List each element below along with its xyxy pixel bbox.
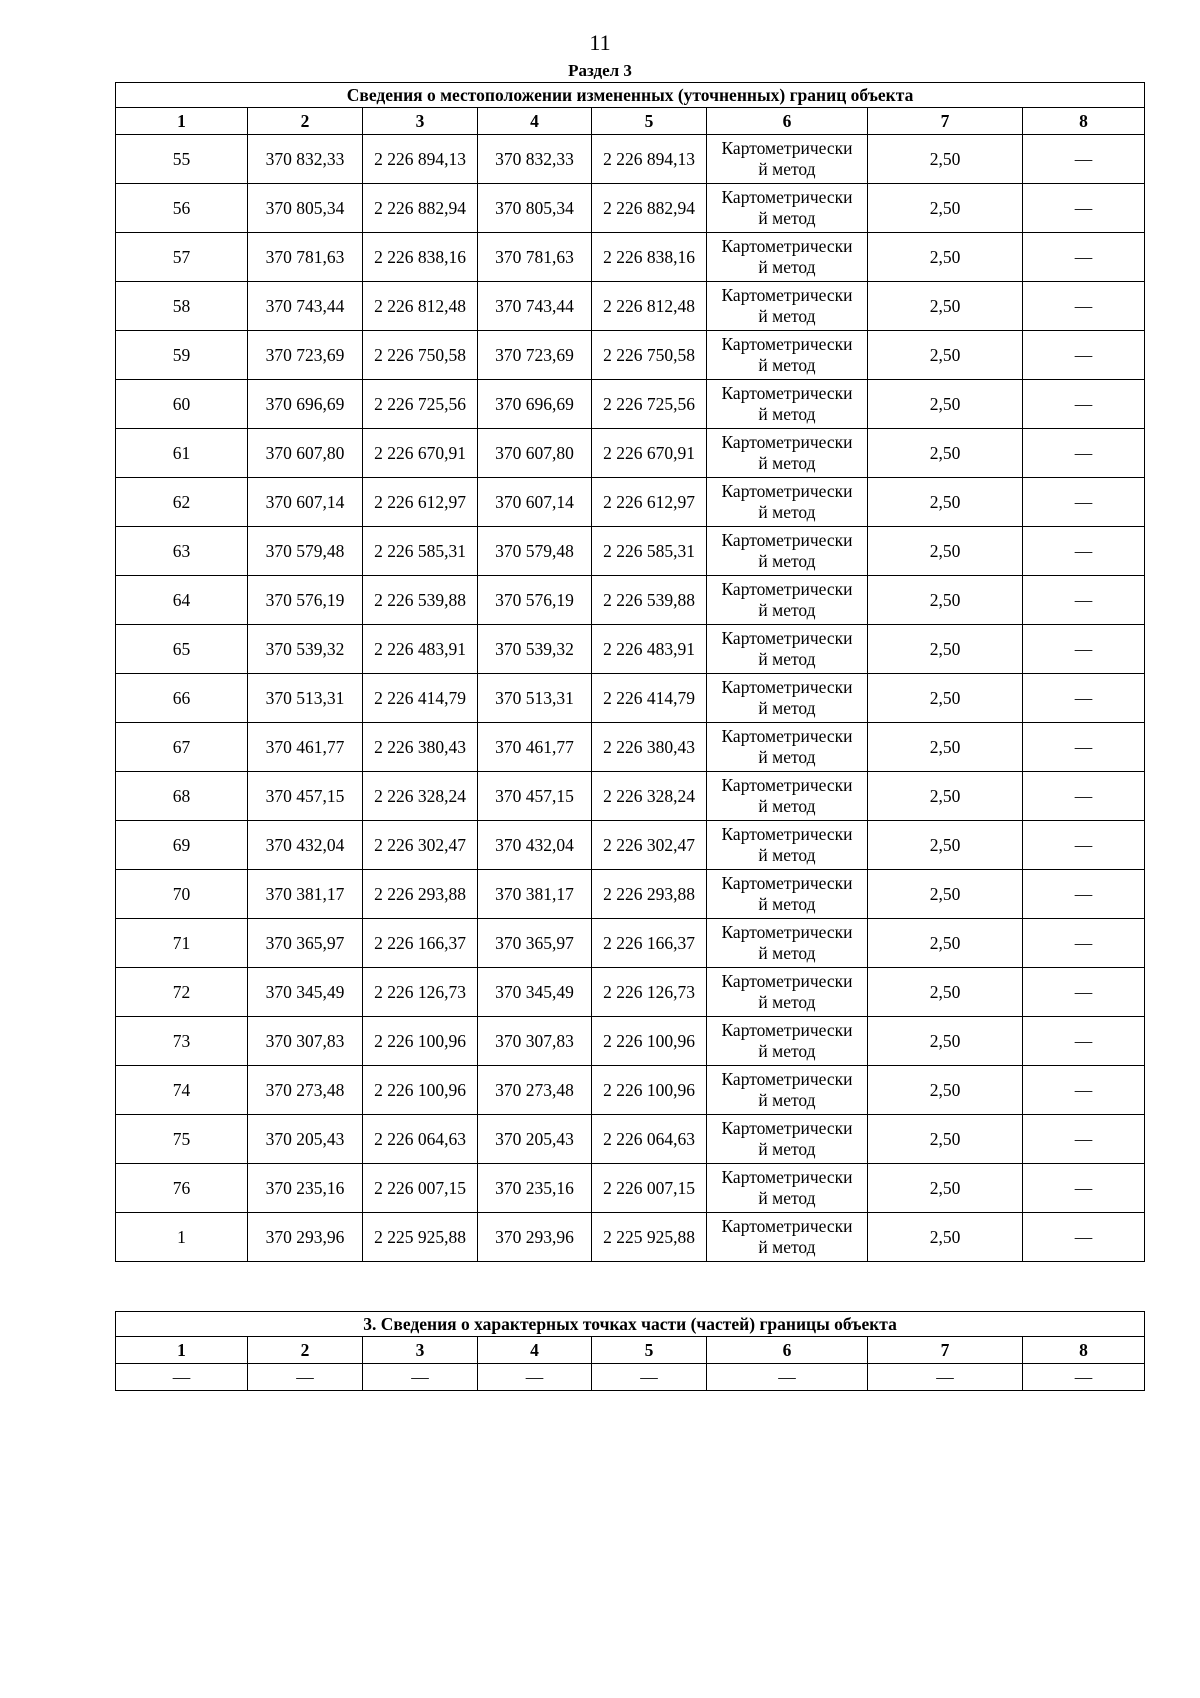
column-number: 8 bbox=[1023, 1337, 1145, 1364]
point-number: 66 bbox=[116, 674, 248, 723]
x-coordinate-new: 370 365,97 bbox=[478, 919, 592, 968]
point-number: 62 bbox=[116, 478, 248, 527]
point-number: 57 bbox=[116, 233, 248, 282]
accuracy: 2,50 bbox=[868, 576, 1023, 625]
y-coordinate: 2 226 100,96 bbox=[363, 1017, 478, 1066]
method-line-2: й метод bbox=[758, 306, 816, 326]
y-coordinate: 2 226 725,56 bbox=[363, 380, 478, 429]
x-coordinate-new: 370 307,83 bbox=[478, 1017, 592, 1066]
method-line-1: Картометрически bbox=[721, 383, 853, 403]
y-coordinate: 2 226 414,79 bbox=[363, 674, 478, 723]
accuracy: 2,50 bbox=[868, 429, 1023, 478]
point-number: 70 bbox=[116, 870, 248, 919]
x-coordinate: 370 293,96 bbox=[248, 1213, 363, 1262]
accuracy: 2,50 bbox=[868, 135, 1023, 184]
y-coordinate: 2 226 585,31 bbox=[363, 527, 478, 576]
x-coordinate-new: 370 235,16 bbox=[478, 1164, 592, 1213]
method-line-1: Картометрически bbox=[721, 432, 853, 452]
y-coordinate: 2 226 126,73 bbox=[363, 968, 478, 1017]
method-cell bbox=[707, 135, 868, 184]
y-coordinate-new: 2 226 612,97 bbox=[592, 478, 707, 527]
x-coordinate-new: 370 576,19 bbox=[478, 576, 592, 625]
y-coordinate-new: 2 226 293,88 bbox=[592, 870, 707, 919]
y-coordinate: 2 226 894,13 bbox=[363, 135, 478, 184]
accuracy: 2,50 bbox=[868, 233, 1023, 282]
note: — bbox=[1023, 870, 1145, 919]
method-cell bbox=[707, 1164, 868, 1213]
y-coordinate-new: 2 226 100,96 bbox=[592, 1017, 707, 1066]
x-coordinate: 370 579,48 bbox=[248, 527, 363, 576]
y-coordinate: 2 226 812,48 bbox=[363, 282, 478, 331]
method-line-1: Картометрически bbox=[721, 824, 853, 844]
x-coordinate: 370 457,15 bbox=[248, 772, 363, 821]
method-line-2: й метод bbox=[758, 600, 816, 620]
table-row bbox=[116, 968, 1145, 1017]
column-number: 3 bbox=[363, 108, 478, 135]
x-coordinate-new: 370 432,04 bbox=[478, 821, 592, 870]
method-line-2: й метод bbox=[758, 1188, 816, 1208]
method-line-1: Картометрически bbox=[721, 285, 853, 305]
accuracy: 2,50 bbox=[868, 919, 1023, 968]
method-line-1: Картометрически bbox=[721, 971, 853, 991]
point-number: 56 bbox=[116, 184, 248, 233]
note: — bbox=[1023, 674, 1145, 723]
note: — bbox=[1023, 429, 1145, 478]
method-line-1: Картометрически bbox=[721, 138, 853, 158]
empty-cell: — bbox=[707, 1364, 868, 1391]
x-coordinate: 370 365,97 bbox=[248, 919, 363, 968]
method-line-2: й метод bbox=[758, 551, 816, 571]
method-cell bbox=[707, 184, 868, 233]
method-cell bbox=[707, 1017, 868, 1066]
point-number: 63 bbox=[116, 527, 248, 576]
y-coordinate: 2 226 380,43 bbox=[363, 723, 478, 772]
note: — bbox=[1023, 1115, 1145, 1164]
accuracy: 2,50 bbox=[868, 772, 1023, 821]
column-number: 3 bbox=[363, 1337, 478, 1364]
y-coordinate: 2 226 750,58 bbox=[363, 331, 478, 380]
x-coordinate-new: 370 345,49 bbox=[478, 968, 592, 1017]
y-coordinate: 2 226 166,37 bbox=[363, 919, 478, 968]
x-coordinate-new: 370 205,43 bbox=[478, 1115, 592, 1164]
method-cell bbox=[707, 1213, 868, 1262]
note: — bbox=[1023, 478, 1145, 527]
x-coordinate-new: 370 607,80 bbox=[478, 429, 592, 478]
y-coordinate-new: 2 226 838,16 bbox=[592, 233, 707, 282]
method-line-2: й метод bbox=[758, 992, 816, 1012]
method-cell bbox=[707, 380, 868, 429]
y-coordinate: 2 226 007,15 bbox=[363, 1164, 478, 1213]
table-row bbox=[116, 576, 1145, 625]
table-row bbox=[116, 870, 1145, 919]
empty-cell: — bbox=[248, 1364, 363, 1391]
y-coordinate: 2 226 539,88 bbox=[363, 576, 478, 625]
table-row bbox=[116, 184, 1145, 233]
x-coordinate: 370 607,14 bbox=[248, 478, 363, 527]
point-number: 71 bbox=[116, 919, 248, 968]
point-number: 67 bbox=[116, 723, 248, 772]
method-line-2: й метод bbox=[758, 845, 816, 865]
method-cell bbox=[707, 1066, 868, 1115]
point-number: 69 bbox=[116, 821, 248, 870]
x-coordinate-new: 370 381,17 bbox=[478, 870, 592, 919]
x-coordinate: 370 345,49 bbox=[248, 968, 363, 1017]
y-coordinate-new: 2 226 725,56 bbox=[592, 380, 707, 429]
table-row bbox=[116, 429, 1145, 478]
accuracy: 2,50 bbox=[868, 870, 1023, 919]
table-row bbox=[116, 1115, 1145, 1164]
point-number: 1 bbox=[116, 1213, 248, 1262]
y-coordinate-new: 2 226 166,37 bbox=[592, 919, 707, 968]
page-number: 11 bbox=[589, 30, 611, 55]
x-coordinate: 370 432,04 bbox=[248, 821, 363, 870]
column-number: 2 bbox=[248, 1337, 363, 1364]
x-coordinate: 370 832,33 bbox=[248, 135, 363, 184]
method-cell bbox=[707, 723, 868, 772]
point-number: 76 bbox=[116, 1164, 248, 1213]
table-caption: Сведения о местоположении измененных (уточненных) границ объекта bbox=[116, 83, 1145, 108]
parts-column-number-row bbox=[116, 1337, 1145, 1364]
x-coordinate: 370 781,63 bbox=[248, 233, 363, 282]
y-coordinate: 2 226 483,91 bbox=[363, 625, 478, 674]
note: — bbox=[1023, 1066, 1145, 1115]
point-number: 55 bbox=[116, 135, 248, 184]
x-coordinate: 370 273,48 bbox=[248, 1066, 363, 1115]
x-coordinate-new: 370 696,69 bbox=[478, 380, 592, 429]
column-number: 5 bbox=[592, 108, 707, 135]
point-number: 61 bbox=[116, 429, 248, 478]
method-line-1: Картометрически bbox=[721, 334, 853, 354]
method-cell bbox=[707, 968, 868, 1017]
table-row bbox=[116, 282, 1145, 331]
empty-cell: — bbox=[868, 1364, 1023, 1391]
x-coordinate-new: 370 805,34 bbox=[478, 184, 592, 233]
accuracy: 2,50 bbox=[868, 821, 1023, 870]
method-line-1: Картометрически bbox=[721, 1118, 853, 1138]
note: — bbox=[1023, 821, 1145, 870]
method-line-1: Картометрически bbox=[721, 873, 853, 893]
table-caption-row bbox=[116, 83, 1145, 108]
method-line-2: й метод bbox=[758, 1139, 816, 1159]
y-coordinate-new: 2 226 670,91 bbox=[592, 429, 707, 478]
y-coordinate-new: 2 226 483,91 bbox=[592, 625, 707, 674]
method-line-2: й метод bbox=[758, 1041, 816, 1061]
note: — bbox=[1023, 1017, 1145, 1066]
method-cell bbox=[707, 821, 868, 870]
method-line-1: Картометрически bbox=[721, 628, 853, 648]
note: — bbox=[1023, 282, 1145, 331]
method-line-1: Картометрически bbox=[721, 775, 853, 795]
method-line-2: й метод bbox=[758, 355, 816, 375]
y-coordinate-new: 2 226 302,47 bbox=[592, 821, 707, 870]
note: — bbox=[1023, 380, 1145, 429]
y-coordinate-new: 2 225 925,88 bbox=[592, 1213, 707, 1262]
accuracy: 2,50 bbox=[868, 723, 1023, 772]
column-number: 8 bbox=[1023, 108, 1145, 135]
table-row bbox=[116, 478, 1145, 527]
accuracy: 2,50 bbox=[868, 527, 1023, 576]
y-coordinate-new: 2 226 380,43 bbox=[592, 723, 707, 772]
method-line-2: й метод bbox=[758, 208, 816, 228]
empty-cell: — bbox=[363, 1364, 478, 1391]
y-coordinate: 2 225 925,88 bbox=[363, 1213, 478, 1262]
table-row bbox=[116, 674, 1145, 723]
y-coordinate-new: 2 226 414,79 bbox=[592, 674, 707, 723]
x-coordinate: 370 696,69 bbox=[248, 380, 363, 429]
x-coordinate-new: 370 743,44 bbox=[478, 282, 592, 331]
y-coordinate: 2 226 100,96 bbox=[363, 1066, 478, 1115]
y-coordinate: 2 226 064,63 bbox=[363, 1115, 478, 1164]
parts-empty-row bbox=[116, 1364, 1145, 1391]
empty-cell: — bbox=[1023, 1364, 1145, 1391]
column-number: 6 bbox=[707, 108, 868, 135]
note: — bbox=[1023, 135, 1145, 184]
y-coordinate-new: 2 226 126,73 bbox=[592, 968, 707, 1017]
method-cell bbox=[707, 772, 868, 821]
x-coordinate-new: 370 293,96 bbox=[478, 1213, 592, 1262]
y-coordinate-new: 2 226 894,13 bbox=[592, 135, 707, 184]
method-line-1: Картометрически bbox=[721, 579, 853, 599]
method-cell bbox=[707, 576, 868, 625]
accuracy: 2,50 bbox=[868, 968, 1023, 1017]
table-row bbox=[116, 331, 1145, 380]
note: — bbox=[1023, 625, 1145, 674]
method-cell bbox=[707, 625, 868, 674]
note: — bbox=[1023, 184, 1145, 233]
empty-cell: — bbox=[116, 1364, 248, 1391]
point-number: 60 bbox=[116, 380, 248, 429]
method-cell bbox=[707, 1115, 868, 1164]
empty-cell: — bbox=[478, 1364, 592, 1391]
accuracy: 2,50 bbox=[868, 331, 1023, 380]
accuracy: 2,50 bbox=[868, 1213, 1023, 1262]
method-line-1: Картометрически bbox=[721, 1020, 853, 1040]
method-cell bbox=[707, 331, 868, 380]
note: — bbox=[1023, 772, 1145, 821]
table-row bbox=[116, 723, 1145, 772]
column-number: 1 bbox=[116, 1337, 248, 1364]
method-line-2: й метод bbox=[758, 404, 816, 424]
x-coordinate-new: 370 832,33 bbox=[478, 135, 592, 184]
table-row bbox=[116, 821, 1145, 870]
point-number: 58 bbox=[116, 282, 248, 331]
x-coordinate-new: 370 539,32 bbox=[478, 625, 592, 674]
point-number: 64 bbox=[116, 576, 248, 625]
method-line-1: Картометрически bbox=[721, 481, 853, 501]
accuracy: 2,50 bbox=[868, 625, 1023, 674]
table-row bbox=[116, 625, 1145, 674]
column-number: 5 bbox=[592, 1337, 707, 1364]
x-coordinate: 370 805,34 bbox=[248, 184, 363, 233]
x-coordinate: 370 307,83 bbox=[248, 1017, 363, 1066]
y-coordinate: 2 226 612,97 bbox=[363, 478, 478, 527]
x-coordinate-new: 370 273,48 bbox=[478, 1066, 592, 1115]
note: — bbox=[1023, 233, 1145, 282]
method-line-2: й метод bbox=[758, 159, 816, 179]
point-number: 59 bbox=[116, 331, 248, 380]
y-coordinate-new: 2 226 100,96 bbox=[592, 1066, 707, 1115]
method-cell bbox=[707, 233, 868, 282]
y-coordinate: 2 226 293,88 bbox=[363, 870, 478, 919]
y-coordinate-new: 2 226 328,24 bbox=[592, 772, 707, 821]
method-line-2: й метод bbox=[758, 1090, 816, 1110]
x-coordinate: 370 607,80 bbox=[248, 429, 363, 478]
method-cell bbox=[707, 919, 868, 968]
note: — bbox=[1023, 919, 1145, 968]
y-coordinate: 2 226 670,91 bbox=[363, 429, 478, 478]
method-line-2: й метод bbox=[758, 747, 816, 767]
table-row bbox=[116, 1066, 1145, 1115]
method-line-2: й метод bbox=[758, 894, 816, 914]
y-coordinate: 2 226 328,24 bbox=[363, 772, 478, 821]
x-coordinate: 370 723,69 bbox=[248, 331, 363, 380]
x-coordinate-new: 370 579,48 bbox=[478, 527, 592, 576]
table-row bbox=[116, 233, 1145, 282]
table-row bbox=[116, 380, 1145, 429]
y-coordinate: 2 226 302,47 bbox=[363, 821, 478, 870]
accuracy: 2,50 bbox=[868, 674, 1023, 723]
method-line-1: Картометрически bbox=[721, 726, 853, 746]
y-coordinate-new: 2 226 812,48 bbox=[592, 282, 707, 331]
column-number: 2 bbox=[248, 108, 363, 135]
x-coordinate-new: 370 607,14 bbox=[478, 478, 592, 527]
method-cell bbox=[707, 527, 868, 576]
x-coordinate-new: 370 513,31 bbox=[478, 674, 592, 723]
column-number: 6 bbox=[707, 1337, 868, 1364]
method-line-2: й метод bbox=[758, 1237, 816, 1257]
y-coordinate: 2 226 882,94 bbox=[363, 184, 478, 233]
method-cell bbox=[707, 870, 868, 919]
method-line-1: Картометрически bbox=[721, 1216, 853, 1236]
method-line-1: Картометрически bbox=[721, 1069, 853, 1089]
note: — bbox=[1023, 1213, 1145, 1262]
x-coordinate-new: 370 781,63 bbox=[478, 233, 592, 282]
method-line-2: й метод bbox=[758, 257, 816, 277]
accuracy: 2,50 bbox=[868, 380, 1023, 429]
method-line-2: й метод bbox=[758, 649, 816, 669]
y-coordinate-new: 2 226 585,31 bbox=[592, 527, 707, 576]
column-number-row bbox=[116, 108, 1145, 135]
x-coordinate: 370 576,19 bbox=[248, 576, 363, 625]
method-line-1: Картометрически bbox=[721, 677, 853, 697]
method-line-1: Картометрически bbox=[721, 530, 853, 550]
table-row bbox=[116, 1213, 1145, 1262]
note: — bbox=[1023, 576, 1145, 625]
table-row bbox=[116, 919, 1145, 968]
method-line-2: й метод bbox=[758, 502, 816, 522]
x-coordinate: 370 539,32 bbox=[248, 625, 363, 674]
x-coordinate: 370 381,17 bbox=[248, 870, 363, 919]
accuracy: 2,50 bbox=[868, 1115, 1023, 1164]
note: — bbox=[1023, 331, 1145, 380]
point-number: 74 bbox=[116, 1066, 248, 1115]
column-number: 1 bbox=[116, 108, 248, 135]
method-line-1: Картометрически bbox=[721, 1167, 853, 1187]
point-number: 68 bbox=[116, 772, 248, 821]
note: — bbox=[1023, 968, 1145, 1017]
parts-table bbox=[115, 1311, 1145, 1391]
y-coordinate-new: 2 226 064,63 bbox=[592, 1115, 707, 1164]
accuracy: 2,50 bbox=[868, 1164, 1023, 1213]
column-number: 7 bbox=[868, 108, 1023, 135]
accuracy: 2,50 bbox=[868, 478, 1023, 527]
parts-caption-row bbox=[116, 1312, 1145, 1337]
boundary-table bbox=[115, 82, 1145, 1262]
method-cell bbox=[707, 674, 868, 723]
column-number: 4 bbox=[478, 1337, 592, 1364]
x-coordinate-new: 370 457,15 bbox=[478, 772, 592, 821]
method-line-2: й метод bbox=[758, 796, 816, 816]
y-coordinate: 2 226 838,16 bbox=[363, 233, 478, 282]
table-row bbox=[116, 135, 1145, 184]
note: — bbox=[1023, 723, 1145, 772]
y-coordinate-new: 2 226 539,88 bbox=[592, 576, 707, 625]
x-coordinate-new: 370 723,69 bbox=[478, 331, 592, 380]
section-title: Раздел 3 bbox=[568, 61, 632, 80]
accuracy: 2,50 bbox=[868, 1017, 1023, 1066]
y-coordinate-new: 2 226 882,94 bbox=[592, 184, 707, 233]
x-coordinate: 370 743,44 bbox=[248, 282, 363, 331]
method-line-1: Картометрически bbox=[721, 187, 853, 207]
method-line-2: й метод bbox=[758, 453, 816, 473]
point-number: 75 bbox=[116, 1115, 248, 1164]
method-line-2: й метод bbox=[758, 698, 816, 718]
column-number: 7 bbox=[868, 1337, 1023, 1364]
x-coordinate-new: 370 461,77 bbox=[478, 723, 592, 772]
note: — bbox=[1023, 527, 1145, 576]
note: — bbox=[1023, 1164, 1145, 1213]
point-number: 65 bbox=[116, 625, 248, 674]
empty-cell: — bbox=[592, 1364, 707, 1391]
x-coordinate: 370 205,43 bbox=[248, 1115, 363, 1164]
table-row bbox=[116, 1017, 1145, 1066]
x-coordinate: 370 235,16 bbox=[248, 1164, 363, 1213]
y-coordinate-new: 2 226 007,15 bbox=[592, 1164, 707, 1213]
parts-caption: 3. Сведения о характерных точках части (частей) границы объекта bbox=[116, 1312, 1145, 1337]
method-line-2: й метод bbox=[758, 943, 816, 963]
table-row bbox=[116, 1164, 1145, 1213]
y-coordinate-new: 2 226 750,58 bbox=[592, 331, 707, 380]
point-number: 72 bbox=[116, 968, 248, 1017]
table-row bbox=[116, 772, 1145, 821]
method-cell bbox=[707, 429, 868, 478]
accuracy: 2,50 bbox=[868, 184, 1023, 233]
x-coordinate: 370 461,77 bbox=[248, 723, 363, 772]
x-coordinate: 370 513,31 bbox=[248, 674, 363, 723]
method-cell bbox=[707, 478, 868, 527]
column-number: 4 bbox=[478, 108, 592, 135]
point-number: 73 bbox=[116, 1017, 248, 1066]
table-row bbox=[116, 527, 1145, 576]
method-cell bbox=[707, 282, 868, 331]
method-line-1: Картометрически bbox=[721, 922, 853, 942]
accuracy: 2,50 bbox=[868, 282, 1023, 331]
method-line-1: Картометрически bbox=[721, 236, 853, 256]
accuracy: 2,50 bbox=[868, 1066, 1023, 1115]
